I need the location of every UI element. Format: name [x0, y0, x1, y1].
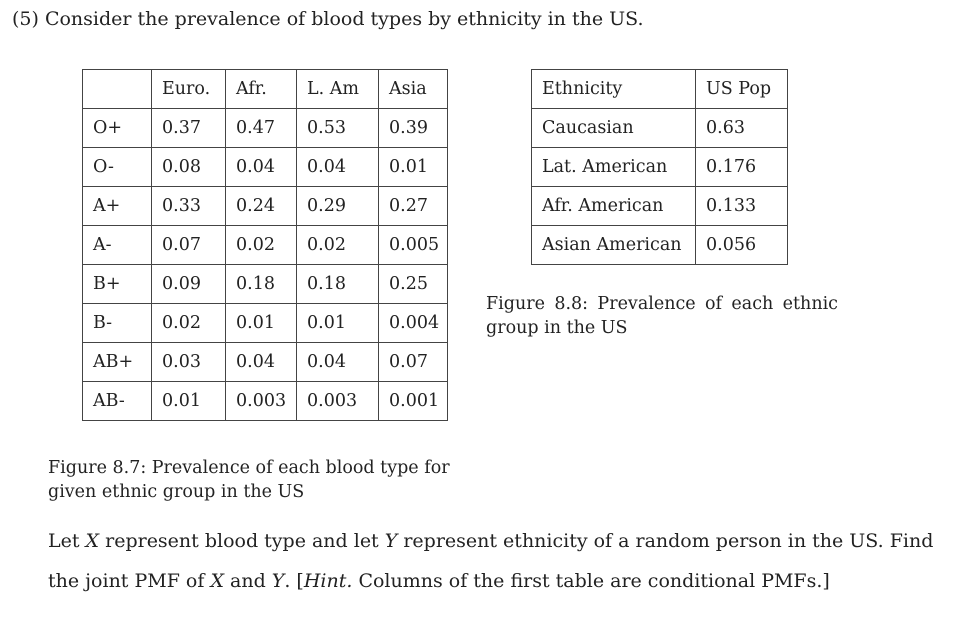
table-row [83, 304, 448, 343]
table-cell: 0.47 [226, 109, 297, 148]
table-cell: 0.133 [696, 187, 788, 226]
table-cell: 0.09 [152, 265, 226, 304]
table-cell: 0.01 [297, 304, 379, 343]
question-line-1: Let X represent blood type and let Y represent ethnicity of a random person in the US. Find [48, 530, 934, 552]
table-cell: 0.04 [297, 148, 379, 187]
figure-8-8-caption: Figure 8.8: Prevalence of each ethnic group in the US [486, 294, 838, 338]
table-header-row [83, 70, 448, 109]
italic-term: Hint. [303, 570, 353, 592]
table-cell: 0.005 [379, 226, 448, 265]
table-row [532, 187, 788, 226]
table-cell: 0.25 [379, 265, 448, 304]
table-cell: 0.27 [379, 187, 448, 226]
row-label: B- [83, 304, 152, 343]
row-label: B+ [83, 265, 152, 304]
table-cell: 0.37 [152, 109, 226, 148]
row-label: A- [83, 226, 152, 265]
column-header: Ethnicity [532, 70, 696, 109]
column-header: Euro. [152, 70, 226, 109]
table-row [532, 148, 788, 187]
problem-intro: (5) Consider the prevalence of blood types by ethnicity in the US. [12, 8, 644, 30]
table-row [83, 382, 448, 421]
table-row [83, 109, 448, 148]
table-cell: 0.53 [297, 109, 379, 148]
row-label: Lat. American [532, 148, 696, 187]
table-cell: 0.176 [696, 148, 788, 187]
table-cell: 0.001 [379, 382, 448, 421]
row-label: Afr. American [532, 187, 696, 226]
table-row [83, 343, 448, 382]
table-cell: 0.04 [297, 343, 379, 382]
row-label: Caucasian [532, 109, 696, 148]
table-cell: 0.63 [696, 109, 788, 148]
table-row [532, 109, 788, 148]
table-cell: 0.18 [226, 265, 297, 304]
table-cell: 0.08 [152, 148, 226, 187]
italic-term: X [85, 530, 100, 552]
table-cell: 0.02 [226, 226, 297, 265]
table-cell: 0.33 [152, 187, 226, 226]
table-cell: 0.24 [226, 187, 297, 226]
column-header: Asia [379, 70, 448, 109]
row-label: Asian American [532, 226, 696, 265]
column-header: US Pop [696, 70, 788, 109]
table-cell: 0.01 [152, 382, 226, 421]
blood-type-table [82, 69, 448, 421]
table-row [83, 226, 448, 265]
italic-term: Y [271, 570, 285, 592]
table-row [532, 226, 788, 265]
table-cell: 0.29 [297, 187, 379, 226]
table-cell: 0.02 [152, 304, 226, 343]
table-cell: 0.04 [226, 343, 297, 382]
table-cell: 0.04 [226, 148, 297, 187]
italic-term: Y [384, 530, 398, 552]
table-cell: 0.18 [297, 265, 379, 304]
ethnicity-population-table [531, 69, 788, 265]
table-cell: 0.056 [696, 226, 788, 265]
italic-term: X [210, 570, 224, 592]
table-cell: 0.004 [379, 304, 448, 343]
table-cell: 0.003 [297, 382, 379, 421]
table-cell: 0.01 [379, 148, 448, 187]
table-cell: 0.03 [152, 343, 226, 382]
figure-8-7-caption: Figure 8.7: Prevalence of each blood type for given ethnic group in the US [48, 458, 450, 502]
question-line-2: the joint PMF of X and Y. [Hint. Columns of the first table are conditional PMFs.] [48, 570, 830, 592]
table-cell: 0.07 [379, 343, 448, 382]
column-header [83, 70, 152, 109]
table-cell: 0.02 [297, 226, 379, 265]
row-label: O- [83, 148, 152, 187]
row-label: O+ [83, 109, 152, 148]
table-cell: 0.39 [379, 109, 448, 148]
table-row [83, 187, 448, 226]
table-row [83, 148, 448, 187]
row-label: AB+ [83, 343, 152, 382]
row-label: A+ [83, 187, 152, 226]
column-header: Afr. [226, 70, 297, 109]
column-header: L. Am [297, 70, 379, 109]
table-header-row [532, 70, 788, 109]
table-cell: 0.07 [152, 226, 226, 265]
table-row [83, 265, 448, 304]
table-cell: 0.01 [226, 304, 297, 343]
table-cell: 0.003 [226, 382, 297, 421]
row-label: AB- [83, 382, 152, 421]
